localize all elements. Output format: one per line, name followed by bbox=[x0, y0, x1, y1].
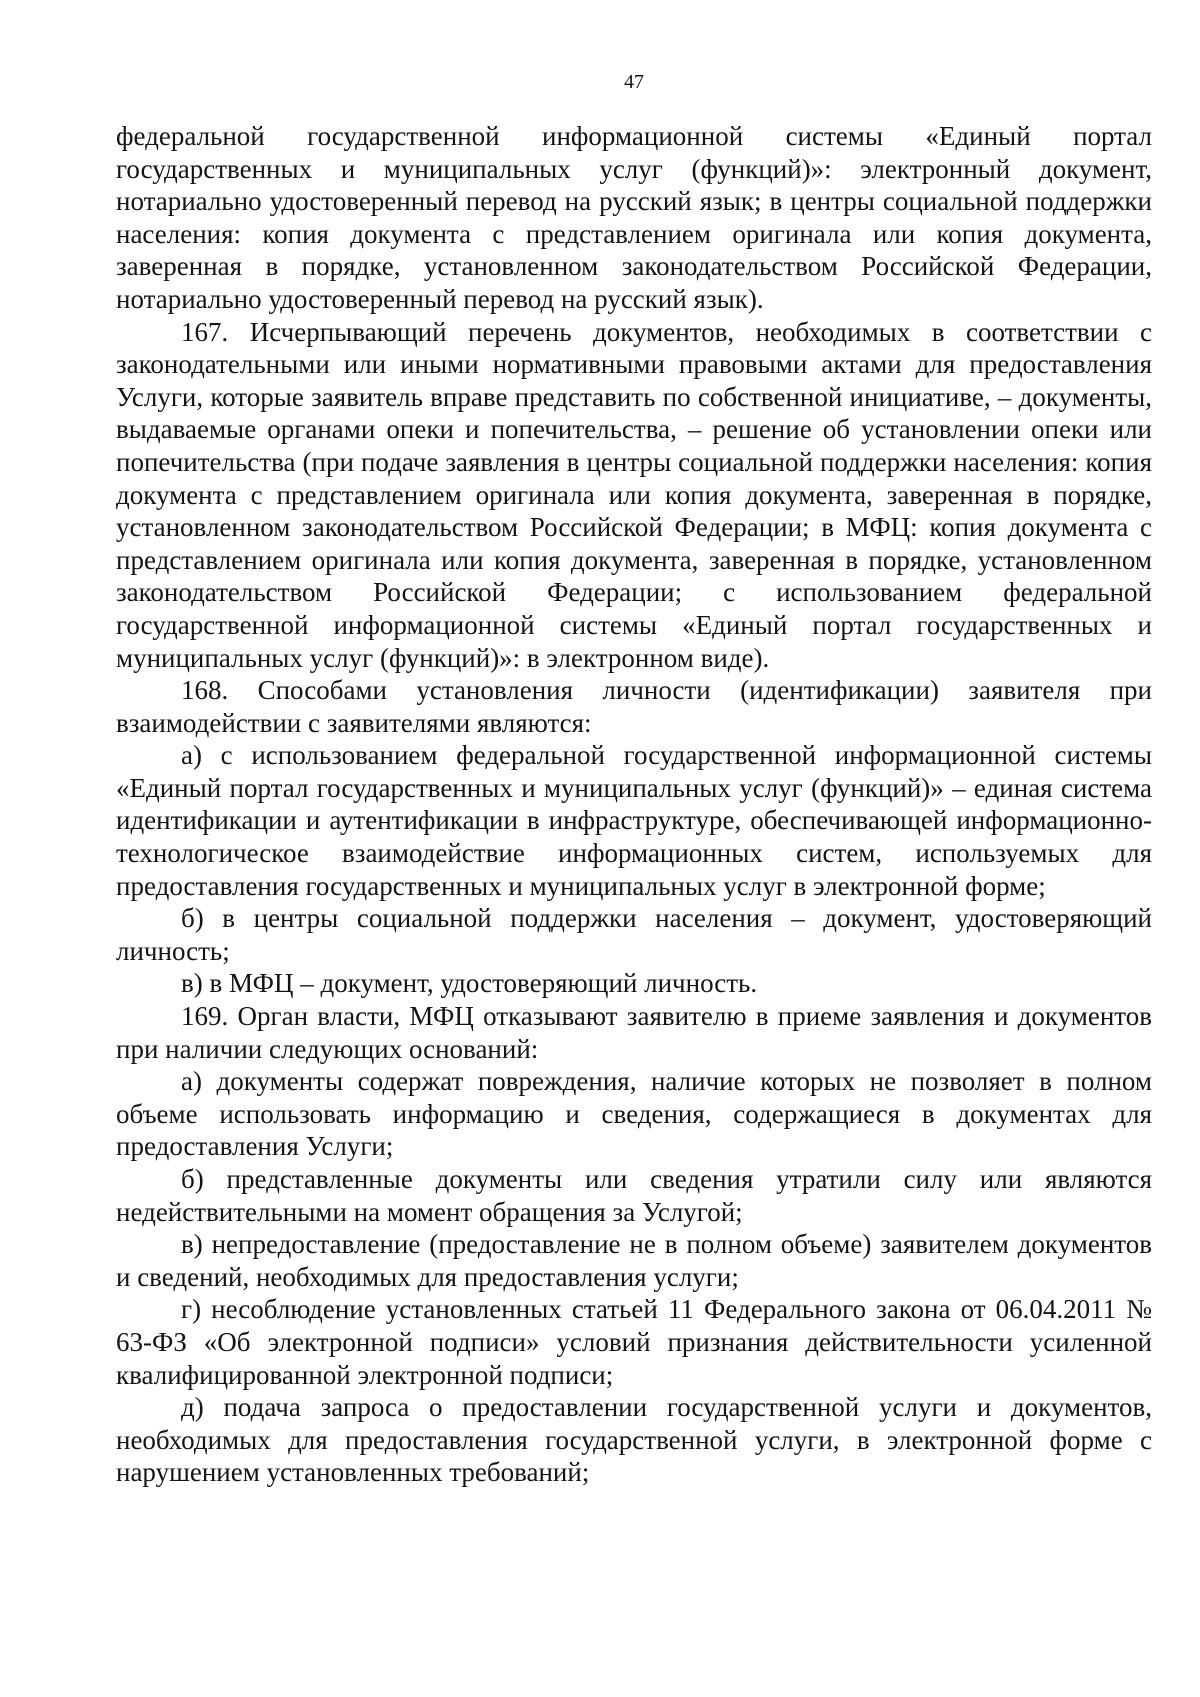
paragraph-168-item-v: в) в МФЦ – документ, удостоверяющий личность. bbox=[181, 968, 758, 999]
page-number: 47 bbox=[624, 71, 644, 93]
paragraph-169: 169. Орган власти, МФЦ отказывают заявителю в приеме заявления и документов при наличии следующих оснований: bbox=[116, 1001, 1152, 1064]
paragraph-169-item-g: г) несоблюдение установленных статьей 11 Федерального закона от 06.04.2011 № 63-ФЗ «Об электронной подписи» условий признания действительности усиленной квалифицированной электронной подписи; bbox=[116, 1294, 1152, 1390]
paragraph-169-item-d: д) подача запроса о предоставлении государственной услуги и документов, необходимых для предоставления государственной услуги, в электронной форме с нарушением установленных требований; bbox=[116, 1392, 1152, 1488]
paragraph-168-item-a: а) с использованием федеральной государственной информационной системы «Единый портал государственных и муниципальных услуг (функций)» – единая система идентификации и аутентификации в инфраструктуре, обеспечивающей информационно-технологическое взаимодействие информационных систем, используемых для предоставления государственных и муниципальных услуг в электронной форме; bbox=[116, 740, 1152, 901]
paragraph-169-item-b: б) представленные документы или сведения утратили силу или являются недействительными на момент обращения за Услугой; bbox=[116, 1164, 1152, 1227]
paragraph-169-item-v: в) непредоставление (предоставление не в полном объеме) заявителем документов и сведений, необходимых для предоставления услуги; bbox=[116, 1229, 1152, 1292]
document-body bbox=[116, 120, 1152, 1489]
paragraph-continuation: федеральной государственной информационной системы «Единый портал государственных и муниципальных услуг (функций)»: электронный документ, нотариально удостоверенный перевод на русский язык; в центры социальной поддержки населения: копия документа с представлением оригинала или копия документа, заверенная в порядке, установленном законодательством Российской Федерации, нотариально удостоверенный перевод на русский язык). bbox=[116, 121, 1152, 314]
paragraph-168: 168. Способами установления личности (идентификации) заявителя при взаимодействии с заявителями являются: bbox=[116, 675, 1152, 738]
paragraph-169-item-a: а) документы содержат повреждения, наличие которых не позволяет в полном объеме использовать информацию и сведения, содержащиеся в документах для предоставления Услуги; bbox=[116, 1066, 1152, 1162]
paragraph-167: 167. Исчерпывающий перечень документов, необходимых в соответствии с законодательными или иными нормативными правовыми актами для предоставления Услуги, которые заявитель вправе представить по собственной инициативе, – документы, выдаваемые органами опеки и попечительства, – решение об установлении опеки или попечительства (при подаче заявления в центры социальной поддержки населения: копия документа с представлением оригинала или копия документа, заверенная в порядке, установленном законодательством Российской Федерации; в МФЦ: копия документа с представлением оригинала или копия документа, заверенная в порядке, установленном законодательством Российской Федерации; с использованием федеральной государственной информационной системы «Единый портал государственных и муниципальных услуг (функций)»: в электронном виде). bbox=[116, 316, 1152, 673]
paragraph-168-item-b: б) в центры социальной поддержки населения – документ, удостоверяющий личность; bbox=[116, 903, 1152, 966]
